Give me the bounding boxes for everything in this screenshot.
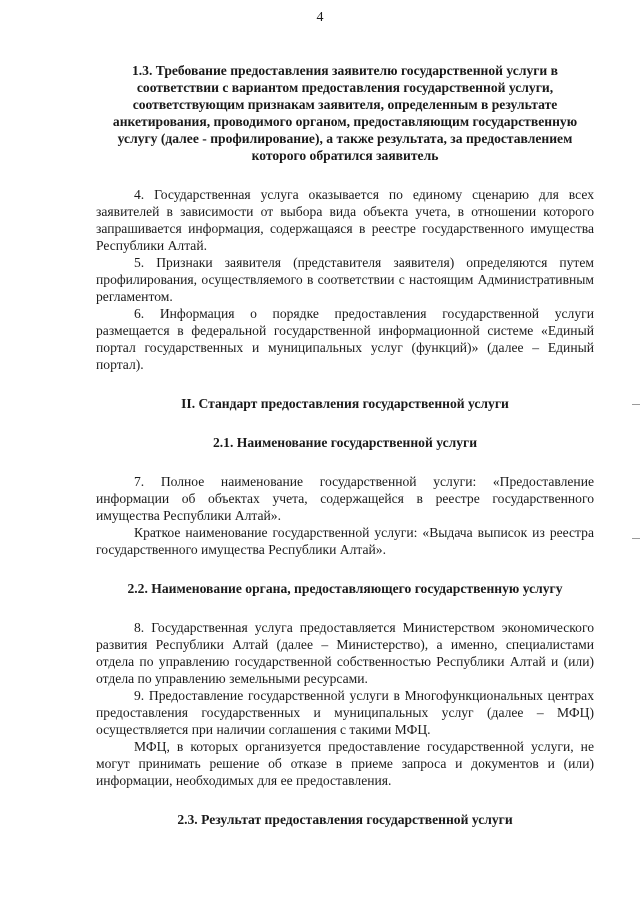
- scan-edge-mark: [632, 404, 640, 405]
- paragraph-9: 9. Предоставление государственной услуги в Многофункциональных центрах предоставления государственных и муниципальных услуг (далее – МФЦ) осуществляется при наличии соглашения с такими МФЦ.: [96, 688, 594, 737]
- spacer: [96, 412, 594, 434]
- paragraph-7: 7. Полное наименование государственной услуги: «Предоставление информации об объектах учета, содержащейся в реестре государственного имущества Республики Алтай».: [96, 474, 594, 523]
- spacer: [96, 597, 594, 619]
- document-body: [96, 62, 594, 828]
- section-2-1-heading: 2.1. Наименование государственной услуги: [212, 435, 478, 450]
- paragraph-5: 5. Признаки заявителя (представителя заявителя) определяются путем профилирования, осуществляемого в соответствии с настоящим Административным регламентом.: [96, 255, 594, 304]
- page-number: 4: [316, 10, 324, 25]
- scan-edge-mark: [632, 538, 640, 539]
- spacer: [96, 373, 594, 395]
- spacer: [96, 451, 594, 473]
- paragraph-mfc: МФЦ, в которых организуется предоставление государственной услуги, не могут принимать решение об отказе в приеме запроса и документов и (или) информации, необходимых для ее предоставления.: [96, 739, 594, 788]
- section-2-2-heading: 2.2. Наименование органа, предоставляющего государственную услугу: [127, 581, 563, 596]
- section-2-3-heading: 2.3. Результат предоставления государственной услуги: [177, 812, 513, 827]
- paragraph-8: 8. Государственная услуга предоставляется Министерством экономического развития Республики Алтай (далее – Министерство), а именно, специалистами отдела по управлению государственной собственностью Республики Алтай и (или) отдела по управлению земельными ресурсами.: [96, 620, 594, 686]
- spacer: [96, 164, 594, 186]
- paragraph-short-name: Краткое наименование государственной услуги: «Выдача выписок из реестра государственного имущества Республики Алтай».: [96, 525, 594, 557]
- spacer: [96, 789, 594, 811]
- paragraph-4: 4. Государственная услуга оказывается по единому сценарию для всех заявителей в зависимости от выбора вида объекта учета, в отношении которого запрашивается информация, содержащаяся в реестре государственного имущества Республики Алтай.: [96, 187, 594, 253]
- section-2-heading: II. Стандарт предоставления государственной услуги: [181, 396, 509, 411]
- paragraph-6: 6. Информация о порядке предоставления государственной услуги размещается в федеральной государственной информационной системе «Единый портал государственных и муниципальных услуг (функций)» (далее – Единый портал).: [96, 306, 594, 372]
- section-1-3-heading: 1.3. Требование предоставления заявителю государственной услуги в соответствии с вариантом предоставления государственной услуги, соответствующим признакам заявителя, определенным в результате анкетирования, проводимого органом, предоставляющим государственную услугу (далее - профилирование), а также результата, за предоставлением которого обратился заявитель: [112, 63, 578, 163]
- spacer: [96, 558, 594, 580]
